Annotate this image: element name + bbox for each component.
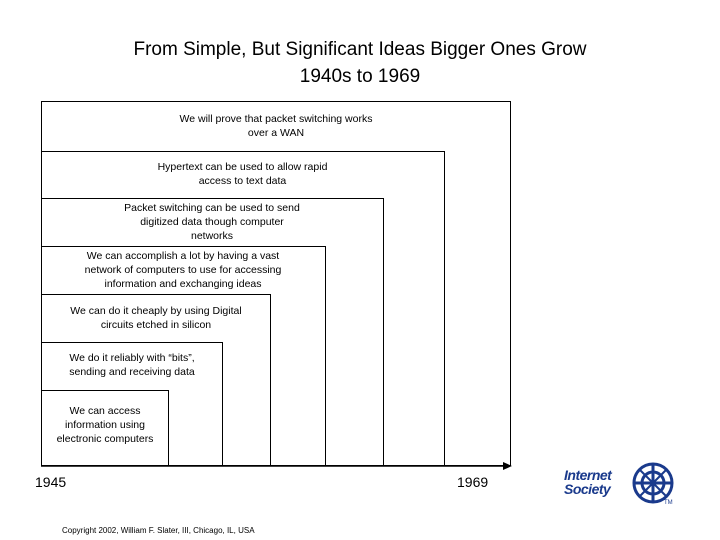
idea-label-network: We can accomplish a lot by having a vast network of computers to use for accessing information and exchanging ideas	[84, 250, 282, 290]
idea-label-silicon: We can do it cheaply by using Digital circuits etched in silicon	[70, 305, 242, 331]
idea-label-computers: We can access information using electronic computers	[56, 405, 154, 445]
copyright-text: Copyright 2002, William F. Slater, III, Chicago, IL, USA	[62, 526, 255, 535]
timeline-start-year: 1945	[35, 474, 67, 490]
idea-label-packet-switching: Packet switching can be used to send digitized data though computer networks	[124, 202, 300, 242]
logo-trademark: TM	[664, 500, 673, 506]
logo-word-society: Society	[564, 481, 611, 497]
internet-society-logo	[560, 458, 680, 514]
title-line-2: 1940s to 1969	[299, 66, 421, 87]
timeline-end-year: 1969	[457, 474, 489, 490]
idea-label-wan: We will prove that packet switching works over a WAN	[179, 113, 373, 139]
title-line-1: From Simple, But Significant Ideas Bigger Ones Grow	[133, 39, 587, 60]
idea-label-bits: We do it reliably with “bits”, sending and receiving data	[69, 352, 195, 378]
logo-word-internet: Internet	[564, 467, 612, 483]
idea-label-hypertext: Hypertext can be used to allow rapid access to text data	[157, 161, 328, 187]
